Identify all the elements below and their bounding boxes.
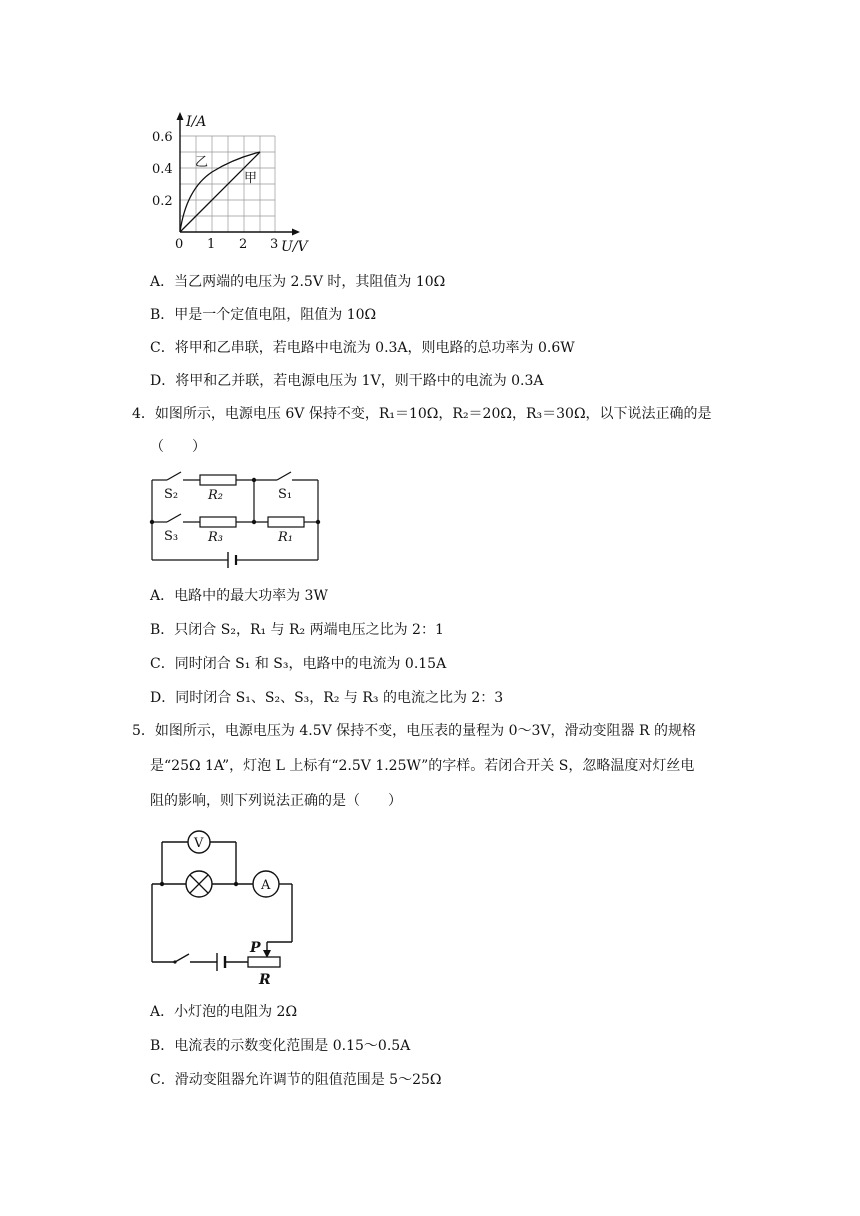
x-axis-arrow [292,229,300,236]
q5-stem-line3: 阻的影响，则下列说法正确的是（ ） [150,793,402,809]
label-r3: R₃ [208,530,223,545]
q4-option-c: C．同时闭合 S₁ 和 S₃，电路中的电流为 0.15A [150,656,447,672]
y-tick: 0.2 [152,194,173,209]
junction-dot [150,520,154,524]
rheostat-r [248,957,280,967]
curve-jia [180,152,260,232]
x-tick: 3 [270,237,279,252]
q3-option-b: B．甲是一个定值电阻，阻值为 10Ω [150,307,377,323]
q3-option-d: D．将甲和乙并联，若电源电压为 1V，则干路中的电流为 0.3A [150,373,544,389]
resistor-r1 [268,517,304,527]
q5-option-a: A．小灯泡的电阻为 2Ω [150,1004,298,1020]
q5-stem-line1: 5．如图所示，电源电压为 4.5V 保持不变，电压表的量程为 0～3V，滑动变阻器 R 的规格 [132,723,696,739]
q4-option-a: A．电路中的最大功率为 3W [150,588,328,604]
switch-pivot [173,960,176,963]
y-axis-arrow [177,112,184,120]
iu-graph [140,108,320,258]
q4-stem-line1: 4．如图所示，电源电压 6V 保持不变，R₁＝10Ω，R₂＝20Ω，R₃＝30Ω，以下说法正确的是 [132,406,712,422]
curve-yi-label: 乙 [195,155,209,170]
junction-dot [252,520,256,524]
label-s3: S₃ [164,529,179,544]
x-axis-label: U/V [281,239,308,255]
q5-option-c: C．滑动变阻器允许调节的阻值范围是 5～25Ω [150,1072,442,1088]
switch-s [175,954,189,962]
q5-option-b: B．电流表的示数变化范围是 0.15～0.5A [150,1038,411,1054]
x-tick: 1 [207,237,216,252]
q4-circuit [140,468,330,572]
x-tick: 2 [239,237,248,252]
junction-dot [252,478,256,482]
label-s2: S₂ [164,487,179,502]
y-tick: 0.4 [152,162,173,177]
q4-option-b: B．只闭合 S₂，R₁ 与 R₂ 两端电压之比为 2：1 [150,622,444,638]
ammeter-label: A [261,878,271,893]
label-s1: S₁ [278,487,293,502]
q4-option-d: D．同时闭合 S₁、S₂、S₃，R₂ 与 R₃ 的电流之比为 2：3 [150,690,504,706]
q5-circuit [140,822,310,988]
voltmeter-label: V [194,836,204,851]
rheostat-label: R [259,972,271,988]
junction-dot [316,520,320,524]
resistor-r2 [200,475,236,485]
switch-s1 [277,472,291,480]
junction-dot [160,882,164,886]
resistor-r3 [200,517,236,527]
q5-stem-line2: 是“25Ω 1A”，灯泡 L 上标有“2.5V 1.25W”的字样。若闭合开关 S，忽略温度对灯丝电 [150,758,695,774]
label-r1: R₁ [278,530,293,545]
label-r2: R₂ [208,488,223,503]
junction-dot [234,882,238,886]
y-axis-label: I/A [186,114,207,130]
q3-option-a: A．当乙两端的电压为 2.5V 时，其阻值为 10Ω [150,274,446,290]
curve-jia-label: 甲 [244,171,258,186]
slider-label: P [250,940,261,956]
q3-option-c: C．将甲和乙串联，若电路中电流为 0.3A，则电路的总功率为 0.6W [150,340,575,356]
switch-s2 [167,472,181,480]
q4-stem-line2: （ ） [150,439,206,455]
switch-s3 [167,514,181,522]
y-tick: 0.6 [152,130,173,145]
x-tick: 0 [175,237,184,252]
